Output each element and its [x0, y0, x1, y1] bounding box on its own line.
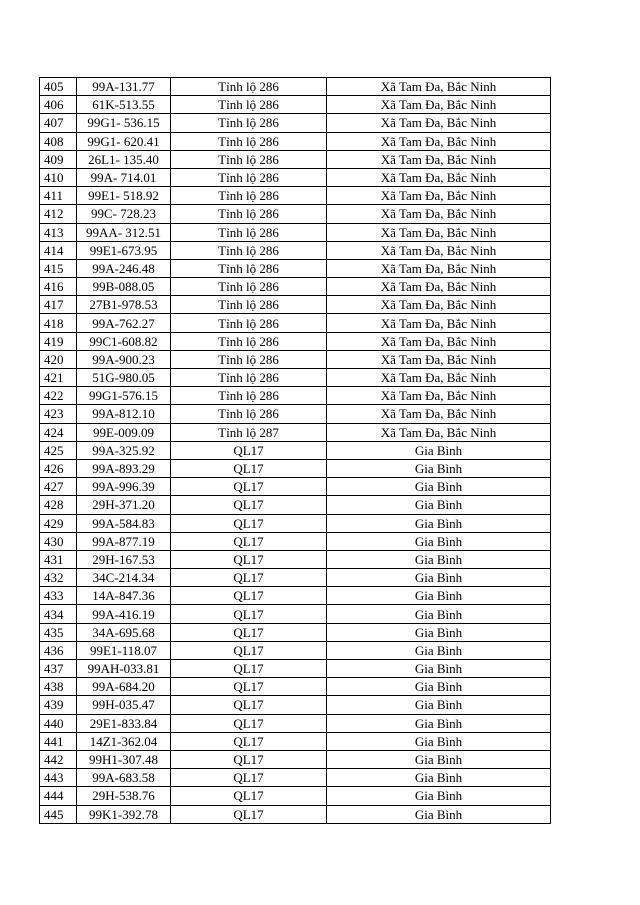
row-number-cell: 438: [40, 678, 77, 696]
road-cell: QL17: [171, 605, 327, 623]
license-plate-cell: 99A- 714.01: [77, 168, 171, 186]
location-cell: Gia Bình: [327, 750, 551, 768]
license-plate-cell: 99A-762.27: [77, 314, 171, 332]
row-number-cell: 411: [40, 187, 77, 205]
road-cell: Tỉnh lộ 287: [171, 423, 327, 441]
row-number-cell: 441: [40, 732, 77, 750]
license-plate-cell: 99A-131.77: [77, 78, 171, 96]
license-plate-cell: 99A-325.92: [77, 441, 171, 459]
row-number-cell: 417: [40, 296, 77, 314]
row-number-cell: 429: [40, 514, 77, 532]
table-row: [40, 96, 551, 114]
row-number-cell: 424: [40, 423, 77, 441]
table-row: [40, 805, 551, 823]
license-plate-cell: 14A-847.36: [77, 587, 171, 605]
location-cell: Gia Bình: [327, 569, 551, 587]
row-number-cell: 428: [40, 496, 77, 514]
road-cell: QL17: [171, 678, 327, 696]
row-number-cell: 418: [40, 314, 77, 332]
location-cell: Gia Bình: [327, 441, 551, 459]
license-plate-cell: 99E1-118.07: [77, 641, 171, 659]
location-cell: Xã Tam Đa, Bắc Ninh: [327, 241, 551, 259]
row-number-cell: 423: [40, 405, 77, 423]
row-number-cell: 442: [40, 750, 77, 768]
road-cell: Tỉnh lộ 286: [171, 223, 327, 241]
road-cell: QL17: [171, 514, 327, 532]
row-number-cell: 413: [40, 223, 77, 241]
row-number-cell: 406: [40, 96, 77, 114]
road-cell: QL17: [171, 714, 327, 732]
road-cell: Tỉnh lộ 286: [171, 96, 327, 114]
table-row: [40, 114, 551, 132]
row-number-cell: 420: [40, 350, 77, 368]
table-row: [40, 769, 551, 787]
license-plate-cell: 99G1-576.15: [77, 387, 171, 405]
location-cell: Gia Bình: [327, 641, 551, 659]
row-number-cell: 437: [40, 660, 77, 678]
location-cell: Xã Tam Đa, Bắc Ninh: [327, 96, 551, 114]
table-row: [40, 660, 551, 678]
road-cell: Tỉnh lộ 286: [171, 259, 327, 277]
license-plate-cell: 99E1- 518.92: [77, 187, 171, 205]
license-plate-cell: 99C1-608.82: [77, 332, 171, 350]
road-cell: Tỉnh lộ 286: [171, 187, 327, 205]
location-cell: Xã Tam Đa, Bắc Ninh: [327, 296, 551, 314]
row-number-cell: 416: [40, 278, 77, 296]
road-cell: Tỉnh lộ 286: [171, 332, 327, 350]
road-cell: Tỉnh lộ 286: [171, 278, 327, 296]
road-cell: Tỉnh lộ 286: [171, 205, 327, 223]
license-plate-cell: 99H1-307.48: [77, 750, 171, 768]
table-row: [40, 641, 551, 659]
license-plate-cell: 51G-980.05: [77, 369, 171, 387]
table-row: [40, 387, 551, 405]
table-row: [40, 569, 551, 587]
license-plate-cell: 99A-416.19: [77, 605, 171, 623]
road-cell: QL17: [171, 532, 327, 550]
license-plate-cell: 99A-877.19: [77, 532, 171, 550]
road-cell: QL17: [171, 550, 327, 568]
row-number-cell: 419: [40, 332, 77, 350]
location-cell: Gia Bình: [327, 587, 551, 605]
location-cell: Gia Bình: [327, 514, 551, 532]
table-row: [40, 205, 551, 223]
road-cell: Tỉnh lộ 286: [171, 350, 327, 368]
location-cell: Xã Tam Đa, Bắc Ninh: [327, 259, 551, 277]
location-cell: Gia Bình: [327, 732, 551, 750]
table-row: [40, 787, 551, 805]
license-plate-cell: 26L1- 135.40: [77, 150, 171, 168]
location-cell: Xã Tam Đa, Bắc Ninh: [327, 205, 551, 223]
row-number-cell: 421: [40, 369, 77, 387]
table-row: [40, 241, 551, 259]
table-row: [40, 369, 551, 387]
license-plate-cell: 99E1-673.95: [77, 241, 171, 259]
table-row: [40, 187, 551, 205]
license-plate-cell: 29E1-833.84: [77, 714, 171, 732]
table-body: [40, 78, 551, 824]
row-number-cell: 407: [40, 114, 77, 132]
location-cell: Gia Bình: [327, 660, 551, 678]
row-number-cell: 425: [40, 441, 77, 459]
license-plate-cell: 99A-900.23: [77, 350, 171, 368]
location-cell: Xã Tam Đa, Bắc Ninh: [327, 168, 551, 186]
table-row: [40, 678, 551, 696]
license-plate-cell: 99K1-392.78: [77, 805, 171, 823]
road-cell: QL17: [171, 623, 327, 641]
road-cell: QL17: [171, 569, 327, 587]
table-row: [40, 423, 551, 441]
location-cell: Xã Tam Đa, Bắc Ninh: [327, 187, 551, 205]
road-cell: Tỉnh lộ 286: [171, 369, 327, 387]
row-number-cell: 445: [40, 805, 77, 823]
location-cell: Xã Tam Đa, Bắc Ninh: [327, 369, 551, 387]
row-number-cell: 443: [40, 769, 77, 787]
row-number-cell: 405: [40, 78, 77, 96]
road-cell: Tỉnh lộ 286: [171, 241, 327, 259]
road-cell: QL17: [171, 805, 327, 823]
violation-table: [39, 77, 551, 824]
license-plate-cell: 99A-812.10: [77, 405, 171, 423]
road-cell: QL17: [171, 660, 327, 678]
row-number-cell: 408: [40, 132, 77, 150]
table-row: [40, 259, 551, 277]
location-cell: Xã Tam Đa, Bắc Ninh: [327, 314, 551, 332]
table-row: [40, 314, 551, 332]
table-row: [40, 714, 551, 732]
table-row: [40, 132, 551, 150]
row-number-cell: 439: [40, 696, 77, 714]
license-plate-cell: 99A-684.20: [77, 678, 171, 696]
row-number-cell: 427: [40, 478, 77, 496]
license-plate-cell: 29H-167.53: [77, 550, 171, 568]
row-number-cell: 430: [40, 532, 77, 550]
road-cell: Tỉnh lộ 286: [171, 387, 327, 405]
road-cell: Tỉnh lộ 286: [171, 78, 327, 96]
location-cell: Gia Bình: [327, 623, 551, 641]
location-cell: Gia Bình: [327, 496, 551, 514]
location-cell: Gia Bình: [327, 532, 551, 550]
location-cell: Xã Tam Đa, Bắc Ninh: [327, 278, 551, 296]
table-row: [40, 441, 551, 459]
location-cell: Gia Bình: [327, 550, 551, 568]
row-number-cell: 415: [40, 259, 77, 277]
location-cell: Gia Bình: [327, 805, 551, 823]
table-row: [40, 623, 551, 641]
road-cell: Tỉnh lộ 286: [171, 150, 327, 168]
table-row: [40, 278, 551, 296]
table-row: [40, 478, 551, 496]
location-cell: Xã Tam Đa, Bắc Ninh: [327, 223, 551, 241]
row-number-cell: 422: [40, 387, 77, 405]
row-number-cell: 436: [40, 641, 77, 659]
road-cell: QL17: [171, 750, 327, 768]
table-row: [40, 750, 551, 768]
location-cell: Xã Tam Đa, Bắc Ninh: [327, 332, 551, 350]
table-row: [40, 78, 551, 96]
row-number-cell: 426: [40, 459, 77, 477]
table-row: [40, 496, 551, 514]
row-number-cell: 431: [40, 550, 77, 568]
table-row: [40, 296, 551, 314]
location-cell: Gia Bình: [327, 714, 551, 732]
road-cell: QL17: [171, 732, 327, 750]
row-number-cell: 412: [40, 205, 77, 223]
license-plate-cell: 99A-246.48: [77, 259, 171, 277]
table-row: [40, 732, 551, 750]
road-cell: Tỉnh lộ 286: [171, 114, 327, 132]
road-cell: Tỉnh lộ 286: [171, 314, 327, 332]
row-number-cell: 410: [40, 168, 77, 186]
row-number-cell: 432: [40, 569, 77, 587]
license-plate-cell: 61K-513.55: [77, 96, 171, 114]
road-cell: Tỉnh lộ 286: [171, 168, 327, 186]
location-cell: Gia Bình: [327, 459, 551, 477]
road-cell: QL17: [171, 587, 327, 605]
row-number-cell: 414: [40, 241, 77, 259]
road-cell: QL17: [171, 787, 327, 805]
table-row: [40, 332, 551, 350]
license-plate-cell: 99G1- 620.41: [77, 132, 171, 150]
license-plate-cell: 29H-538.76: [77, 787, 171, 805]
location-cell: Xã Tam Đa, Bắc Ninh: [327, 350, 551, 368]
table-row: [40, 168, 551, 186]
row-number-cell: 409: [40, 150, 77, 168]
location-cell: Xã Tam Đa, Bắc Ninh: [327, 132, 551, 150]
license-plate-cell: 99A-584.83: [77, 514, 171, 532]
license-plate-cell: 34A-695.68: [77, 623, 171, 641]
location-cell: Gia Bình: [327, 678, 551, 696]
road-cell: QL17: [171, 696, 327, 714]
road-cell: Tỉnh lộ 286: [171, 132, 327, 150]
table-row: [40, 150, 551, 168]
license-plate-cell: 99B-088.05: [77, 278, 171, 296]
location-cell: Xã Tam Đa, Bắc Ninh: [327, 150, 551, 168]
license-plate-cell: 99A-683.58: [77, 769, 171, 787]
road-cell: QL17: [171, 459, 327, 477]
table-row: [40, 350, 551, 368]
road-cell: QL17: [171, 769, 327, 787]
license-plate-cell: 99AA- 312.51: [77, 223, 171, 241]
road-cell: QL17: [171, 641, 327, 659]
road-cell: QL17: [171, 441, 327, 459]
location-cell: Gia Bình: [327, 605, 551, 623]
table-row: [40, 459, 551, 477]
license-plate-cell: 14Z1-362.04: [77, 732, 171, 750]
table-row: [40, 605, 551, 623]
table-row: [40, 405, 551, 423]
location-cell: Xã Tam Đa, Bắc Ninh: [327, 387, 551, 405]
location-cell: Xã Tam Đa, Bắc Ninh: [327, 423, 551, 441]
license-plate-cell: 27B1-978.53: [77, 296, 171, 314]
license-plate-cell: 99E-009.09: [77, 423, 171, 441]
row-number-cell: 440: [40, 714, 77, 732]
row-number-cell: 434: [40, 605, 77, 623]
table-row: [40, 550, 551, 568]
row-number-cell: 433: [40, 587, 77, 605]
table-row: [40, 514, 551, 532]
road-cell: QL17: [171, 478, 327, 496]
road-cell: Tỉnh lộ 286: [171, 405, 327, 423]
license-plate-cell: 99A-996.39: [77, 478, 171, 496]
table-row: [40, 587, 551, 605]
location-cell: Xã Tam Đa, Bắc Ninh: [327, 114, 551, 132]
license-plate-cell: 34C-214.34: [77, 569, 171, 587]
row-number-cell: 444: [40, 787, 77, 805]
row-number-cell: 435: [40, 623, 77, 641]
table-row: [40, 696, 551, 714]
road-cell: QL17: [171, 496, 327, 514]
license-plate-cell: 99A-893.29: [77, 459, 171, 477]
license-plate-cell: 99C- 728.23: [77, 205, 171, 223]
license-plate-cell: 99H-035.47: [77, 696, 171, 714]
location-cell: Gia Bình: [327, 696, 551, 714]
location-cell: Xã Tam Đa, Bắc Ninh: [327, 405, 551, 423]
license-plate-cell: 29H-371.20: [77, 496, 171, 514]
license-plate-cell: 99AH-033.81: [77, 660, 171, 678]
location-cell: Gia Bình: [327, 769, 551, 787]
table-row: [40, 532, 551, 550]
table-row: [40, 223, 551, 241]
location-cell: Gia Bình: [327, 787, 551, 805]
road-cell: Tỉnh lộ 286: [171, 296, 327, 314]
license-plate-cell: 99G1- 536.15: [77, 114, 171, 132]
location-cell: Gia Bình: [327, 478, 551, 496]
location-cell: Xã Tam Đa, Bắc Ninh: [327, 78, 551, 96]
